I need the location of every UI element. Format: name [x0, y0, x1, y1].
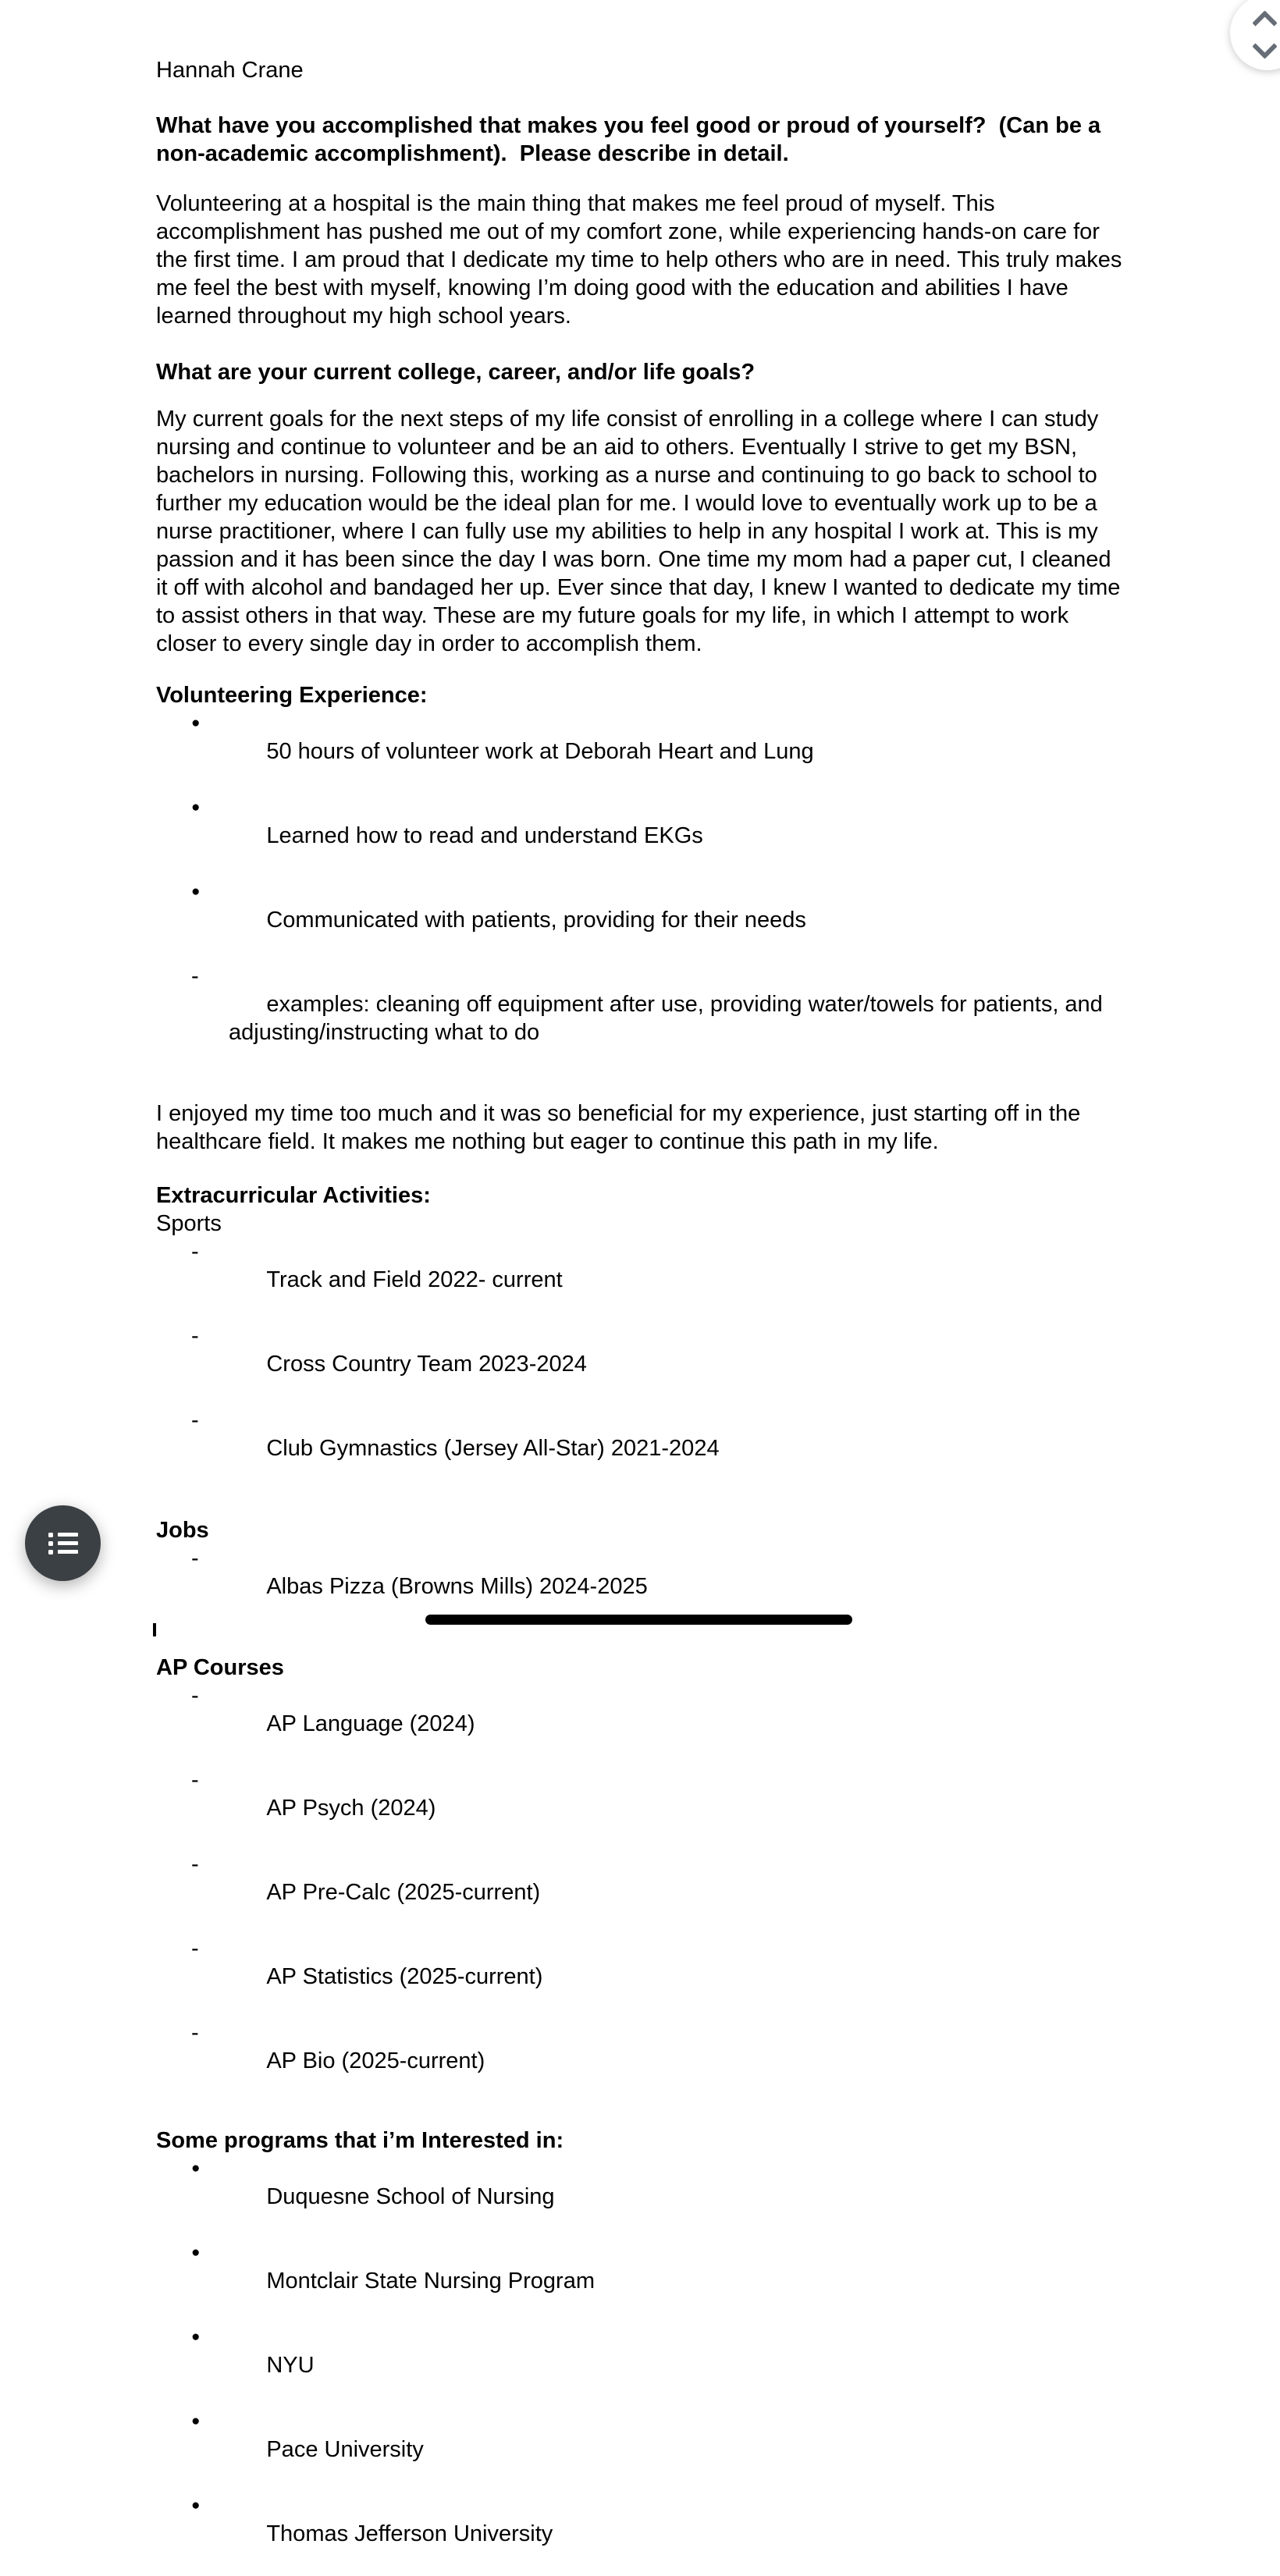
list-item	[156, 1682, 1124, 1766]
list-item-text: AP Language (2024)	[266, 1711, 475, 1736]
dash-icon: -	[191, 1768, 199, 1793]
dash-icon: -	[191, 964, 199, 989]
jobs-heading: Jobs	[156, 1518, 209, 1543]
list-item-text: Thomas Jefferson University	[266, 2521, 553, 2546]
outline-fab-button[interactable]	[25, 1505, 101, 1581]
list-item-text: AP Psych (2024)	[266, 1796, 436, 1821]
list-item	[156, 2492, 1124, 2576]
dash-icon: -	[191, 1239, 199, 1264]
list-item	[156, 1850, 1124, 1935]
bullet-icon: ●	[191, 2160, 201, 2176]
chevron-up-icon[interactable]	[1252, 10, 1278, 36]
list-item-text: Duquesne School of Nursing	[266, 2184, 555, 2209]
extracurricular-subheading: Sports	[156, 1211, 222, 1236]
list-item	[156, 2323, 1124, 2407]
bullet-icon: ●	[191, 2244, 201, 2261]
dash-icon: -	[191, 1408, 199, 1433]
list-item	[156, 1766, 1124, 1850]
bullet-icon: ●	[191, 715, 201, 731]
volunteering-outro: I enjoyed my time too much and it was so beneficial for my experience, just starting off in the healthcare field. It makes me nothing but eager to continue this path in my life.	[156, 1101, 1087, 1154]
bullet-icon: ●	[191, 2413, 201, 2429]
programs-heading: Some programs that i’m Interested in:	[156, 2128, 564, 2153]
list-item-text: Club Gymnastics (Jersey All-Star) 2021-2024	[266, 1436, 720, 1461]
list-item-text: AP Bio (2025-current)	[266, 2048, 485, 2073]
bullet-icon: ●	[191, 2497, 201, 2514]
list-item-text: Montclair State Nursing Program	[266, 2269, 595, 2294]
chevron-down-icon[interactable]	[1252, 34, 1278, 59]
home-indicator-bar[interactable]	[425, 1615, 852, 1625]
bullet-icon: ●	[191, 799, 201, 815]
list-item	[156, 709, 1124, 794]
list-item-text: NYU	[266, 2353, 315, 2378]
text-caret	[153, 1623, 156, 1636]
list-item	[156, 962, 1124, 1075]
list-item-text: AP Pre-Calc (2025-current)	[266, 1880, 541, 1905]
sports-list	[156, 1238, 1124, 1491]
list-item	[156, 1238, 1124, 1322]
list-item-text: 50 hours of volunteer work at Deborah Heart and Lung	[266, 739, 814, 764]
list-item-text: Learned how to read and understand EKGs	[266, 823, 703, 848]
list-item	[156, 2019, 1124, 2103]
list-item	[156, 1935, 1124, 2019]
volunteering-bullet-list	[156, 709, 1124, 962]
list-item	[156, 2239, 1124, 2323]
list-item-text: Pace University	[266, 2437, 424, 2462]
list-item-text: AP Statistics (2025-current)	[266, 1964, 543, 1989]
list-item-text: Albas Pizza (Browns Mills) 2024-2025	[266, 1574, 648, 1599]
bullet-icon: ●	[191, 883, 201, 900]
bulleted-list-icon	[48, 1533, 78, 1554]
bullet-icon: ●	[191, 2329, 201, 2345]
dash-icon: -	[191, 1936, 199, 1961]
list-item	[156, 2155, 1124, 2239]
author-name: Hannah Crane	[156, 58, 304, 83]
list-item	[156, 878, 1124, 962]
volunteering-heading: Volunteering Experience:	[156, 683, 428, 708]
dash-icon: -	[191, 1546, 199, 1571]
list-item-text: Track and Field 2022- current	[266, 1267, 563, 1292]
volunteering-sub-list	[156, 962, 1124, 1075]
dash-icon: -	[191, 2020, 199, 2045]
extracurricular-heading: Extracurricular Activities:	[156, 1183, 431, 1208]
list-item-text: Communicated with patients, providing for their needs	[266, 908, 806, 933]
question-1-heading: What have you accomplished that makes you feel good or proud of yourself? (Can be a non-academic accomplishment). Please describe in detail.	[156, 113, 1108, 166]
list-item	[156, 2407, 1124, 2492]
dash-icon: -	[191, 1852, 199, 1877]
list-item	[156, 794, 1124, 878]
list-item-text: examples: cleaning off equipment after use, providing water/towels for patients, and adjusting/instructing what to do	[229, 992, 1109, 1045]
list-item-text: Cross Country Team 2023-2024	[266, 1352, 587, 1377]
question-2-heading: What are your current college, career, and/or life goals?	[156, 360, 756, 385]
dash-icon: -	[191, 1683, 199, 1708]
list-item	[156, 1406, 1124, 1491]
dash-icon: -	[191, 1324, 199, 1348]
programs-list	[156, 2155, 1124, 2576]
ap-courses-heading: AP Courses	[156, 1655, 284, 1680]
question-2-answer: My current goals for the next steps of my life consist of enrolling in a college where I can study nursing and continue to volunteer and be an aid to others. Eventually I strive to get my BSN, bachelors in nursing. Following this, working as a nurse and continuing to go back to school to further my education would be the ideal plan for me. I would love to eventually work up to be a nurse practitioner, where I can fully use my abilities to help in any hospital I work at. This is my passion and it has been since the day I was born. One time my mom had a paper cut, I cleaned it off with alcohol and bandaged her up. Ever since that day, I knew I wanted to dedicate my time to assist others in that way. These are my future goals for my life, in which I attempt to work closer to every single day in order to accomplish them.	[156, 407, 1127, 656]
list-item	[156, 1322, 1124, 1406]
question-1-answer: Volunteering at a hospital is the main thing that makes me feel proud of myself. This accomplishment has pushed me out of my comfort zone, while experiencing hands-on care for the first time. I am proud that I dedicate my time to help others who are in need. This truly makes me feel the best with myself, knowing I’m doing good with the education and abilities I have learned throughout my high school years.	[156, 191, 1129, 329]
ap-courses-list	[156, 1682, 1124, 2103]
